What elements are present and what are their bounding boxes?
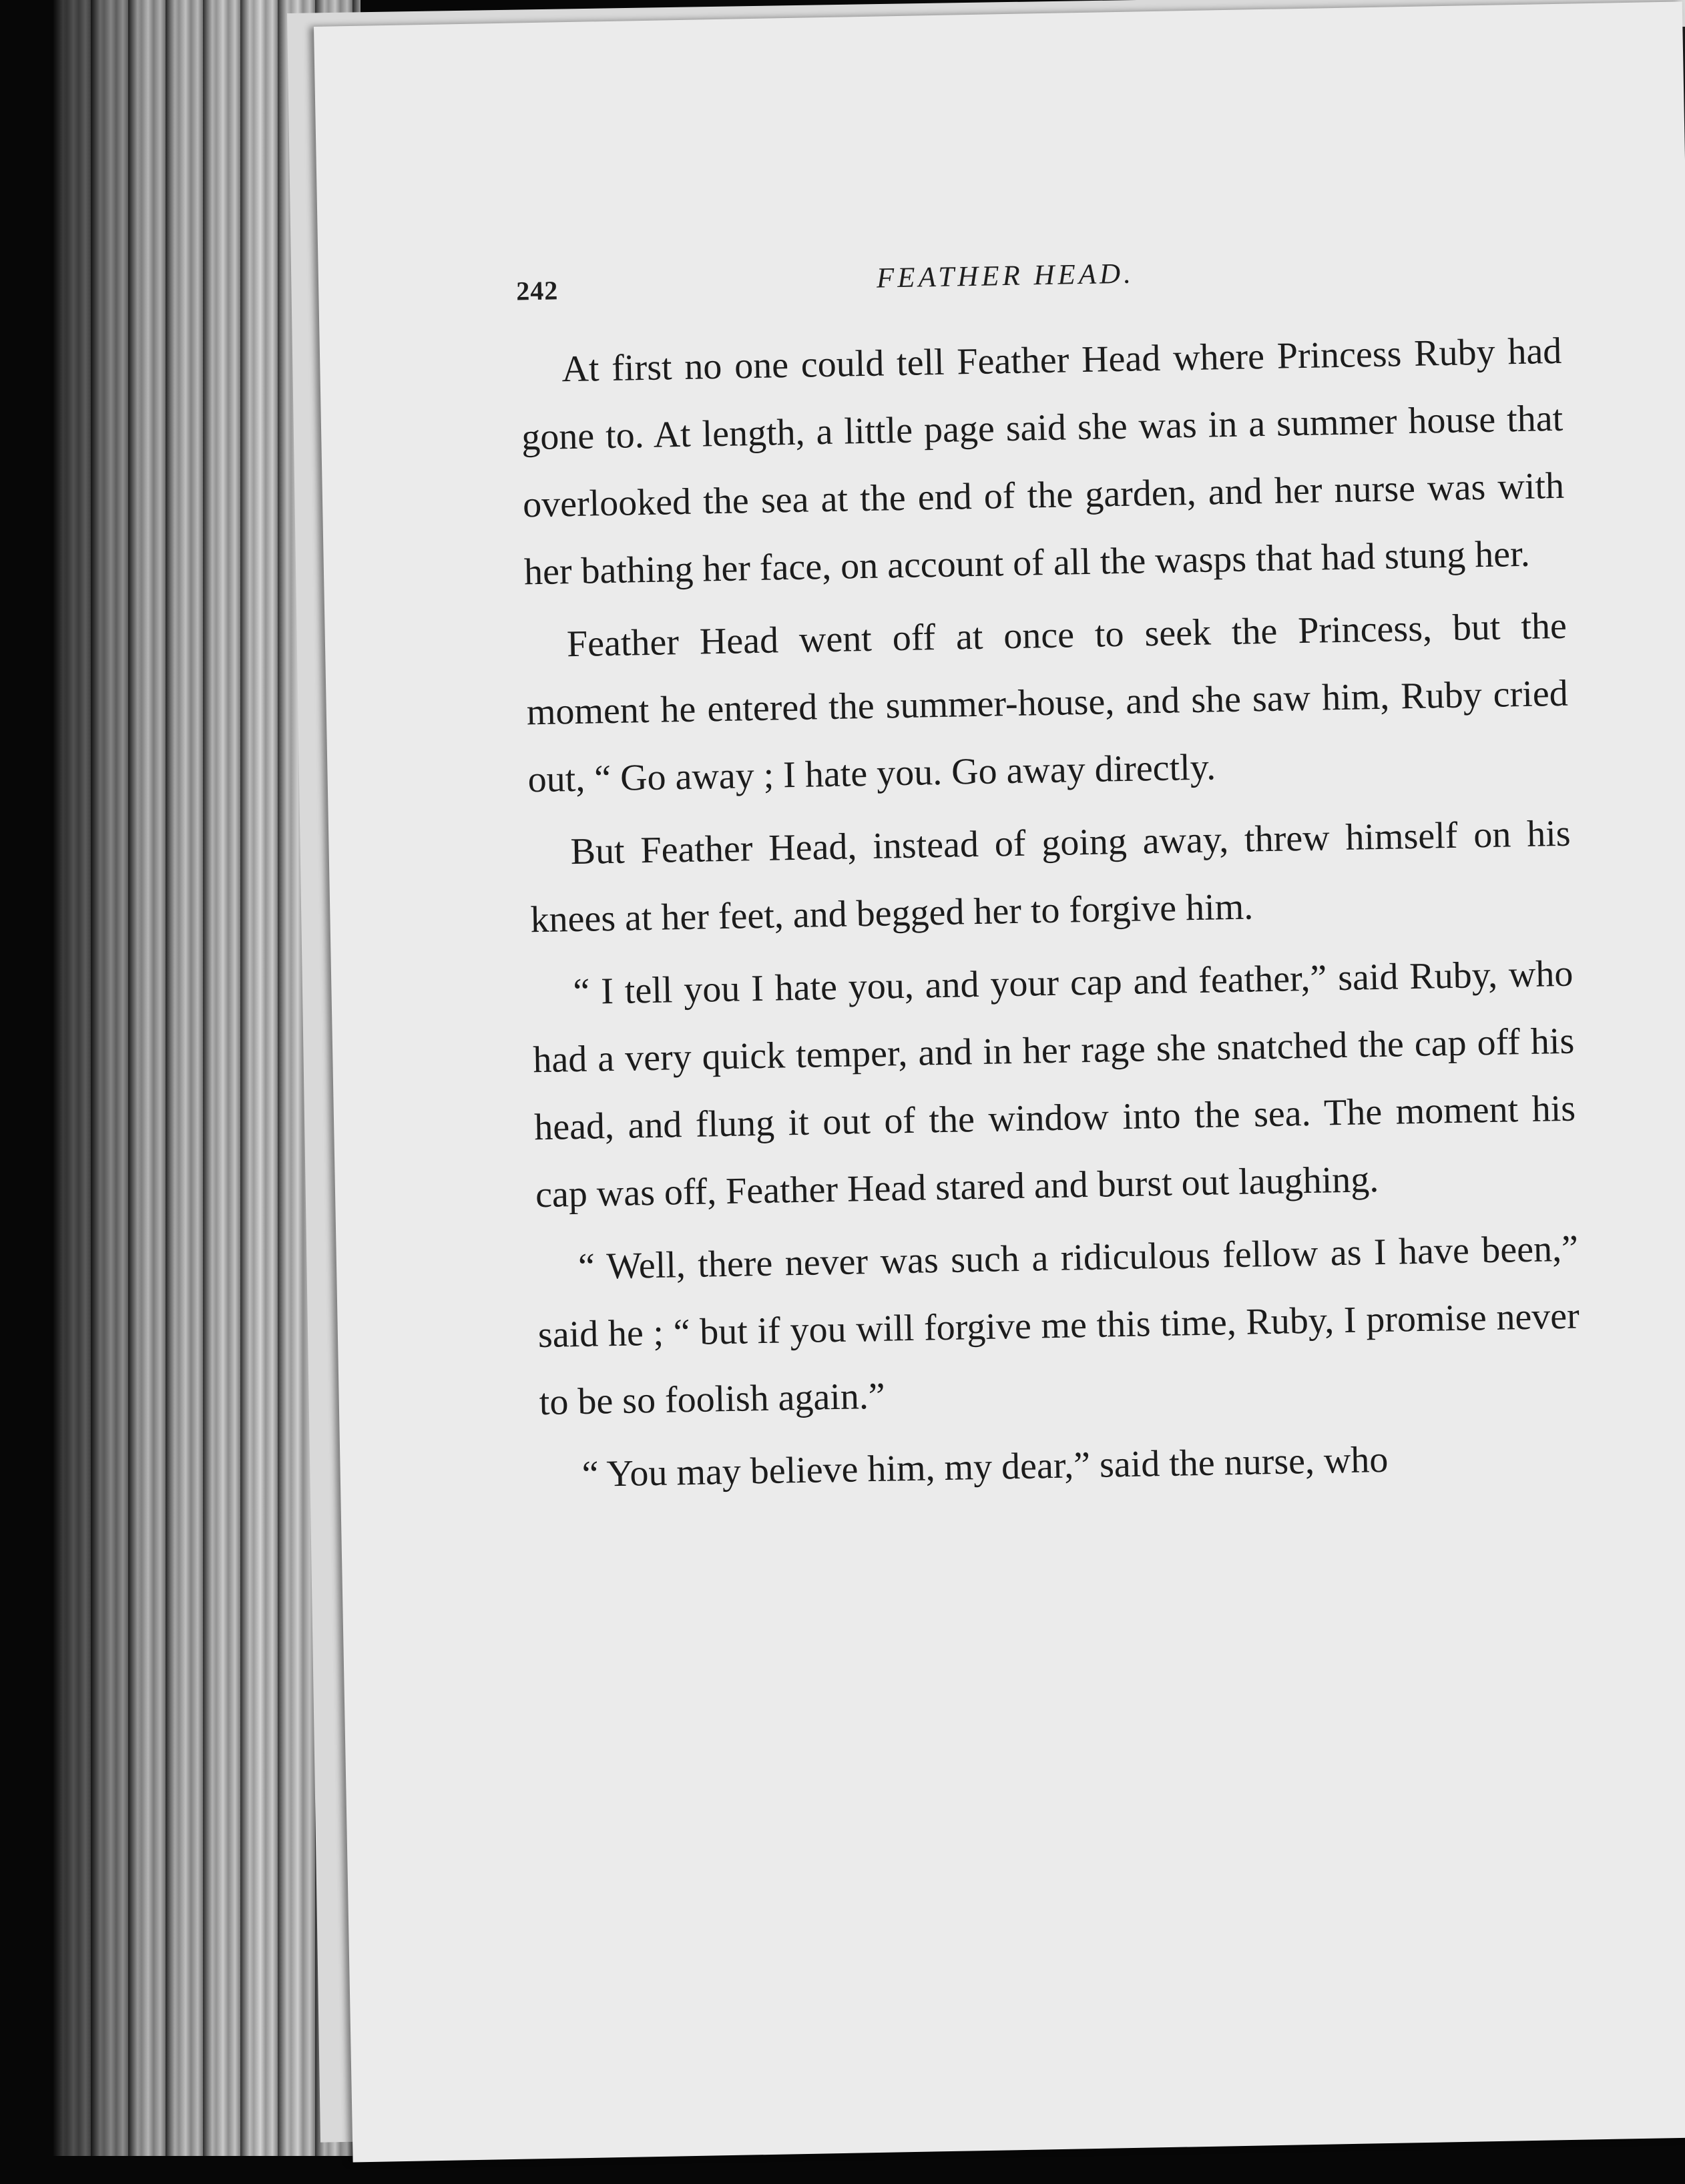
paragraph: “ Well, there never was such a ridiculous fellow as I have been,” said he ; “ but if you will forgive me this time, Ruby, I promise never to be so foolish again.” (537, 1227, 1580, 1424)
paragraph: At first no one could tell Feather Head where Princess Ruby had gone to. At length, a little page said she was in a summer house that overlooked the sea at the end of the garden, and her nurse was with her bathing her face, on account of all the wasps that had stung her. (521, 330, 1565, 593)
book-page (314, 1, 1685, 2162)
page-number: 242 (515, 275, 559, 306)
paragraph: But Feather Head, instead of going away, threw himself on his knees at her feet, and begged her to forgive him. (530, 812, 1572, 941)
paragraph: Feather Head went off at once to seek the Princess, but the moment he entered the summer-house, and she saw him, Ruby cried out, “ Go away ; I hate you. Go away directly. (526, 605, 1569, 801)
body-text (520, 318, 1583, 1509)
running-head (516, 250, 1518, 315)
running-title: FEATHER HEAD. (876, 258, 1135, 294)
paragraph: “ You may believe him, my dear,” said the nurse, who (581, 1438, 1389, 1495)
paragraph: “ I tell you I hate you, and your cap and feather,” said Ruby, who had a very quick temper, and in her rage she snatched the cap off his head, and flung it out of the window into the sea. The moment his cap was off, Feather Head stared and burst out laughing. (532, 952, 1576, 1216)
